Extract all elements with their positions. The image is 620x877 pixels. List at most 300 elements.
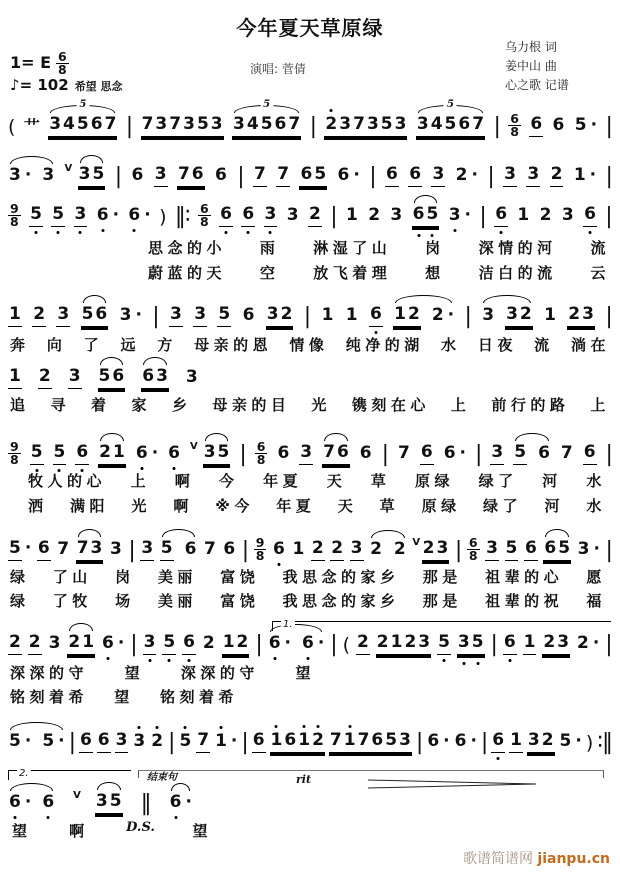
slur-arc	[205, 433, 229, 441]
note-digit: 6	[359, 443, 372, 463]
tempo-marking	[10, 76, 123, 94]
note-digit: 6	[583, 204, 597, 224]
note-digit: 6	[412, 204, 426, 224]
time-signature	[508, 113, 521, 138]
time-sig-numerator: 9	[10, 201, 19, 216]
note-digit: 3	[432, 164, 445, 184]
note	[140, 538, 154, 561]
note-digits	[162, 632, 176, 655]
lyric-chunk: 光	[311, 396, 331, 414]
note-digit: 6	[241, 204, 255, 224]
note-digit: 1	[345, 205, 358, 225]
note-digit: 1	[270, 730, 284, 750]
note	[79, 730, 93, 753]
note-digit: 2	[370, 539, 382, 559]
time-sig-numerator: 6	[510, 111, 519, 126]
note-digit: 2	[539, 205, 552, 225]
note-digits	[115, 730, 129, 753]
note-digits	[8, 304, 22, 327]
note-digit: 7	[203, 539, 216, 559]
note-digits	[29, 204, 43, 227]
note	[127, 205, 150, 227]
octave-dot-low	[273, 657, 276, 660]
note-digit: 1	[345, 305, 358, 325]
note-digits	[48, 633, 62, 655]
note-digits	[583, 204, 597, 227]
note-digit: 7	[560, 443, 573, 463]
note-digit: 3	[366, 114, 379, 134]
note-digit: 5	[217, 442, 230, 462]
note-digit: 6	[544, 538, 557, 558]
note	[98, 442, 126, 465]
lyric-chunk: 望	[114, 688, 134, 706]
barline: |	[487, 164, 494, 189]
note-digits	[48, 114, 117, 137]
lyric-chunk: 雨	[259, 239, 280, 257]
note-digit: 3	[557, 632, 570, 652]
lyric-chunk: 奔	[10, 336, 30, 354]
barline: |	[303, 304, 311, 329]
time-sig-numerator: 6	[256, 439, 266, 454]
barline: |	[330, 632, 337, 657]
note	[252, 730, 266, 753]
tuplet-number: 5	[444, 100, 457, 110]
decrescendo-hairpin	[368, 779, 538, 789]
note-digits	[222, 539, 236, 561]
free-time-sign: 艹	[23, 117, 40, 136]
barline: |	[241, 730, 248, 755]
note-digit: 5	[42, 731, 55, 751]
lyric-chunk: 我思念的家乡	[282, 592, 400, 610]
note-digits	[573, 165, 587, 187]
note	[154, 164, 168, 187]
slur-arc	[10, 156, 53, 164]
slur-group	[8, 165, 55, 187]
note-digits	[329, 730, 412, 753]
lyric-chunk: 草	[379, 497, 400, 515]
note-digits	[185, 367, 199, 389]
note-digits	[491, 730, 505, 753]
note	[162, 632, 176, 655]
slur-group	[98, 366, 126, 389]
note-digit: 6	[371, 730, 384, 750]
note-digit: 3	[436, 538, 449, 558]
note	[509, 730, 523, 753]
note	[385, 164, 399, 187]
note-digits	[345, 205, 359, 227]
note-digit: 1	[390, 632, 403, 652]
note	[177, 164, 205, 187]
note-digit: 7	[277, 164, 290, 184]
lyrics-line-1	[148, 237, 610, 258]
octave-dot-high	[348, 725, 351, 728]
note-digits	[177, 164, 205, 187]
note-digits	[576, 633, 590, 655]
note-digit: 6	[219, 204, 233, 224]
score-line-6	[8, 424, 612, 465]
barline: |	[493, 114, 500, 139]
lyric-chunk: 情像	[289, 336, 329, 354]
note	[182, 632, 196, 655]
note	[184, 539, 198, 561]
note	[481, 305, 495, 327]
slur-arc	[414, 195, 438, 203]
note-digit: 1	[394, 304, 406, 324]
note-digits	[167, 443, 181, 465]
note	[41, 731, 64, 753]
note-digits	[37, 538, 51, 561]
barline: |	[381, 442, 389, 467]
barline: |	[130, 632, 137, 657]
note	[270, 730, 325, 753]
note-digit: 6	[41, 792, 55, 812]
note-digits	[109, 539, 123, 561]
note	[359, 443, 373, 465]
lyric-chunk: 淌在	[570, 336, 610, 354]
note-digit: 1	[573, 165, 586, 185]
lyric-chunk: 富饶	[220, 592, 260, 610]
note-digit: 1	[343, 730, 357, 750]
note-digits	[74, 204, 88, 227]
lyric-chunk: 放飞着理	[313, 264, 392, 282]
slur-group	[98, 442, 126, 465]
slur-arc	[10, 783, 53, 791]
breath-mark: V	[412, 537, 421, 548]
note-digits	[559, 731, 573, 753]
slur-group	[393, 304, 454, 327]
note	[8, 731, 31, 753]
note-digits	[160, 538, 174, 561]
lyric-chunk: 我思念的家乡	[282, 568, 400, 586]
note-digit: 5	[574, 115, 587, 135]
coda-label: 结束句	[147, 772, 177, 783]
octave-dot-low	[306, 657, 309, 660]
augmentation-dot: ·	[317, 633, 325, 653]
note-digit: 1	[113, 442, 125, 462]
note-digits	[182, 632, 196, 655]
note-digit: 7	[141, 114, 154, 134]
note-digits	[524, 538, 538, 561]
lyric-chunk: 流	[590, 239, 610, 257]
time-sig-denominator: 8	[10, 452, 19, 467]
time-sig-numerator: 9	[10, 439, 19, 454]
note-digits	[454, 731, 468, 753]
lyric-chunk: 美丽	[157, 568, 197, 586]
note-digit: 3	[183, 114, 195, 134]
note	[573, 165, 596, 187]
note	[448, 205, 471, 227]
time-signature	[8, 203, 21, 228]
slur-group	[160, 538, 198, 561]
note-digit: 6	[96, 205, 110, 225]
note-digits	[276, 164, 290, 187]
barline: |	[605, 114, 612, 139]
note-digits	[537, 443, 551, 465]
note	[559, 731, 582, 753]
octave-dot-high	[138, 726, 141, 729]
note-digit: 6	[530, 114, 543, 134]
note-digits	[550, 164, 564, 187]
note	[101, 633, 124, 655]
note-digit: 2	[308, 204, 321, 224]
lyric-chunk: 今	[218, 472, 239, 490]
note	[443, 443, 466, 465]
augmentation-dot: ·	[589, 165, 597, 185]
slur-group	[169, 792, 192, 814]
note-digit: 2	[99, 442, 112, 462]
augmentation-dot: ·	[151, 443, 159, 463]
note-digit: 1	[9, 304, 21, 324]
note	[412, 204, 440, 227]
lyric-chunk: 岗	[425, 239, 445, 257]
barline: |	[605, 204, 612, 229]
lyric-chunk: 着	[90, 396, 111, 414]
note-digit: 6	[142, 366, 155, 386]
lyric-chunk: 寻	[50, 396, 70, 414]
note	[132, 731, 146, 753]
lyric-chunk: 望	[124, 664, 145, 682]
note-digits	[345, 305, 359, 327]
lyric-chunk: 天	[337, 497, 358, 515]
barline: |	[239, 442, 246, 467]
parenthesis: )	[159, 206, 167, 228]
note-digit: 1	[292, 539, 305, 559]
composer-credit: 姜中山 曲	[505, 59, 557, 73]
note-digit: 5	[514, 442, 527, 462]
note-digit: 6	[252, 730, 265, 750]
note-digit: 3	[504, 164, 516, 184]
note	[141, 114, 224, 137]
note	[41, 165, 55, 187]
lyrics-line-3	[10, 334, 610, 355]
note-digit: 6	[101, 633, 115, 653]
note	[299, 442, 313, 465]
note-digit: 3	[68, 366, 81, 386]
breath-mark: V	[73, 790, 81, 801]
note-digit: 1	[222, 632, 235, 652]
slur-arc	[171, 783, 190, 791]
note	[169, 304, 183, 327]
note-digit: 7	[76, 538, 89, 558]
lyric-chunk: 深深的守	[10, 664, 89, 682]
note-digits	[416, 114, 485, 137]
note-digit: 1	[517, 205, 530, 225]
note-digits	[516, 205, 530, 227]
note	[214, 731, 237, 753]
note-digits	[389, 205, 403, 227]
lyricist-credit: 乌力根 词	[505, 40, 557, 54]
tempo-value: ♪= 102	[10, 76, 69, 94]
lyric-chunk: D.S.	[126, 820, 155, 835]
note	[222, 539, 236, 561]
lyrics-line-2	[148, 262, 610, 283]
note-digits	[448, 205, 462, 227]
note	[422, 538, 450, 561]
augmentation-dot: ·	[590, 115, 598, 135]
note	[76, 538, 104, 561]
note-digits	[490, 442, 504, 465]
note	[242, 305, 256, 327]
note-digit: 2	[9, 632, 21, 652]
octave-dot-high	[317, 725, 320, 728]
barline: |	[125, 114, 133, 139]
note	[53, 442, 67, 465]
barline: |	[369, 164, 376, 189]
augmentation-dot: ·	[24, 538, 32, 558]
lyric-chunk: 牧人的心	[28, 472, 107, 490]
note	[185, 367, 199, 389]
note-digits	[481, 305, 495, 327]
lyric-chunk: 镌刻在心	[351, 396, 430, 414]
barline: |	[237, 164, 244, 189]
lyric-chunk: 空	[259, 264, 280, 282]
note-digit: 4	[63, 114, 75, 134]
note-digits	[291, 539, 305, 561]
parenthesis: (	[8, 116, 16, 138]
note-digit: 2	[202, 633, 215, 653]
lyrics-line-9	[10, 662, 315, 683]
note-digit: 7	[197, 730, 210, 750]
note	[56, 539, 70, 561]
credits-block	[505, 38, 569, 95]
note-digit: 3	[527, 164, 540, 184]
lyric-chunk: 远	[120, 336, 140, 354]
note-digits	[457, 632, 485, 655]
note-digit: 5	[260, 114, 273, 134]
lyric-chunk: 上	[130, 472, 151, 490]
note	[408, 164, 422, 187]
octave-dot-low	[133, 229, 136, 232]
note-digits	[356, 632, 370, 655]
note-digit: 6	[300, 164, 313, 184]
key-signature	[10, 50, 69, 75]
note	[29, 204, 43, 227]
lyric-chunk: 水	[586, 497, 606, 515]
lyric-chunk: 乡	[171, 396, 192, 414]
lyrics-line-6	[28, 495, 606, 516]
lyric-chunk: 原绿	[421, 497, 461, 515]
note-digit: 5	[385, 730, 398, 750]
note	[543, 305, 557, 327]
note-digit: 3	[185, 367, 198, 387]
note-digit: 3	[233, 114, 245, 134]
note	[523, 632, 537, 655]
note-digit: 5	[437, 632, 451, 652]
lyric-chunk: 福	[586, 592, 606, 610]
note-digit: 5	[109, 791, 122, 811]
note	[56, 304, 70, 327]
note-digits	[95, 791, 123, 814]
note	[97, 730, 111, 753]
note-digits	[301, 633, 315, 655]
note-digit: 5	[196, 114, 209, 134]
lyric-chunk: 纯净的湖	[345, 336, 424, 354]
parenthesis: )	[585, 732, 594, 754]
lyric-chunk: 了牧	[52, 592, 92, 610]
transcriber-credit: 心之歌 记谱	[505, 78, 569, 92]
slur-group	[78, 164, 106, 187]
note-digits	[232, 114, 301, 137]
note-digits	[393, 539, 407, 561]
lyric-chunk: 原绿	[414, 472, 454, 490]
note-digits	[322, 442, 350, 465]
barline: |	[605, 304, 612, 329]
note-digits	[8, 792, 22, 814]
lyric-chunk: 绿	[10, 568, 30, 586]
note-digits	[140, 538, 154, 561]
note-digits	[523, 632, 537, 655]
note-digit: 3	[90, 538, 103, 558]
time-signature	[467, 537, 480, 562]
note-digit: 3	[286, 205, 299, 225]
note-digits	[51, 204, 65, 227]
note	[203, 442, 231, 465]
note	[503, 632, 517, 655]
slur-arc	[324, 433, 348, 441]
note-digits	[455, 165, 469, 187]
barline: |	[454, 538, 462, 563]
octave-dot-low	[442, 659, 445, 662]
note	[583, 204, 597, 227]
note-digit: 6	[337, 165, 350, 185]
note	[8, 165, 31, 187]
note	[376, 632, 431, 655]
note-digits	[203, 442, 231, 465]
note	[48, 114, 117, 137]
note-digit: 1	[510, 730, 522, 750]
lyrics-line-11	[12, 820, 212, 841]
time-sig-denominator: 8	[256, 452, 266, 467]
note	[96, 205, 119, 227]
note	[115, 730, 129, 753]
note-digits	[97, 730, 111, 753]
note	[196, 730, 210, 753]
octave-dot-low	[269, 231, 272, 234]
note-digit: 1	[214, 731, 228, 751]
note-digit: 5	[380, 114, 393, 134]
tuplet-number: 5	[260, 100, 273, 110]
key-label: 1= E	[10, 53, 52, 72]
slur-arc	[162, 529, 196, 537]
note-digit: 2	[422, 538, 435, 558]
barline: ‖∶	[174, 204, 190, 229]
note-digits	[367, 205, 381, 227]
note	[222, 632, 250, 655]
augmentation-dot: ·	[464, 205, 472, 225]
lyric-chunk: 望	[192, 822, 212, 840]
slur-arc	[100, 357, 124, 365]
augmentation-dot: ·	[447, 305, 455, 325]
note-digit: 4	[430, 114, 443, 134]
slur-group	[67, 632, 95, 655]
score-line-1	[8, 96, 612, 137]
note	[574, 115, 597, 137]
note-digit: 5	[51, 204, 65, 224]
note-digits	[266, 304, 294, 327]
note-digit: 5	[9, 731, 21, 751]
note-digit: 6	[524, 538, 537, 558]
note-digit: 7	[323, 442, 335, 462]
note-digits	[141, 114, 224, 137]
note-digits	[219, 204, 233, 227]
note-digit: 5	[425, 204, 439, 224]
note	[389, 205, 403, 227]
note-digit: 2	[404, 632, 417, 652]
note-digit: 2	[407, 304, 420, 324]
note-digits	[431, 305, 445, 327]
note	[416, 114, 485, 137]
octave-dot-low	[174, 816, 177, 819]
